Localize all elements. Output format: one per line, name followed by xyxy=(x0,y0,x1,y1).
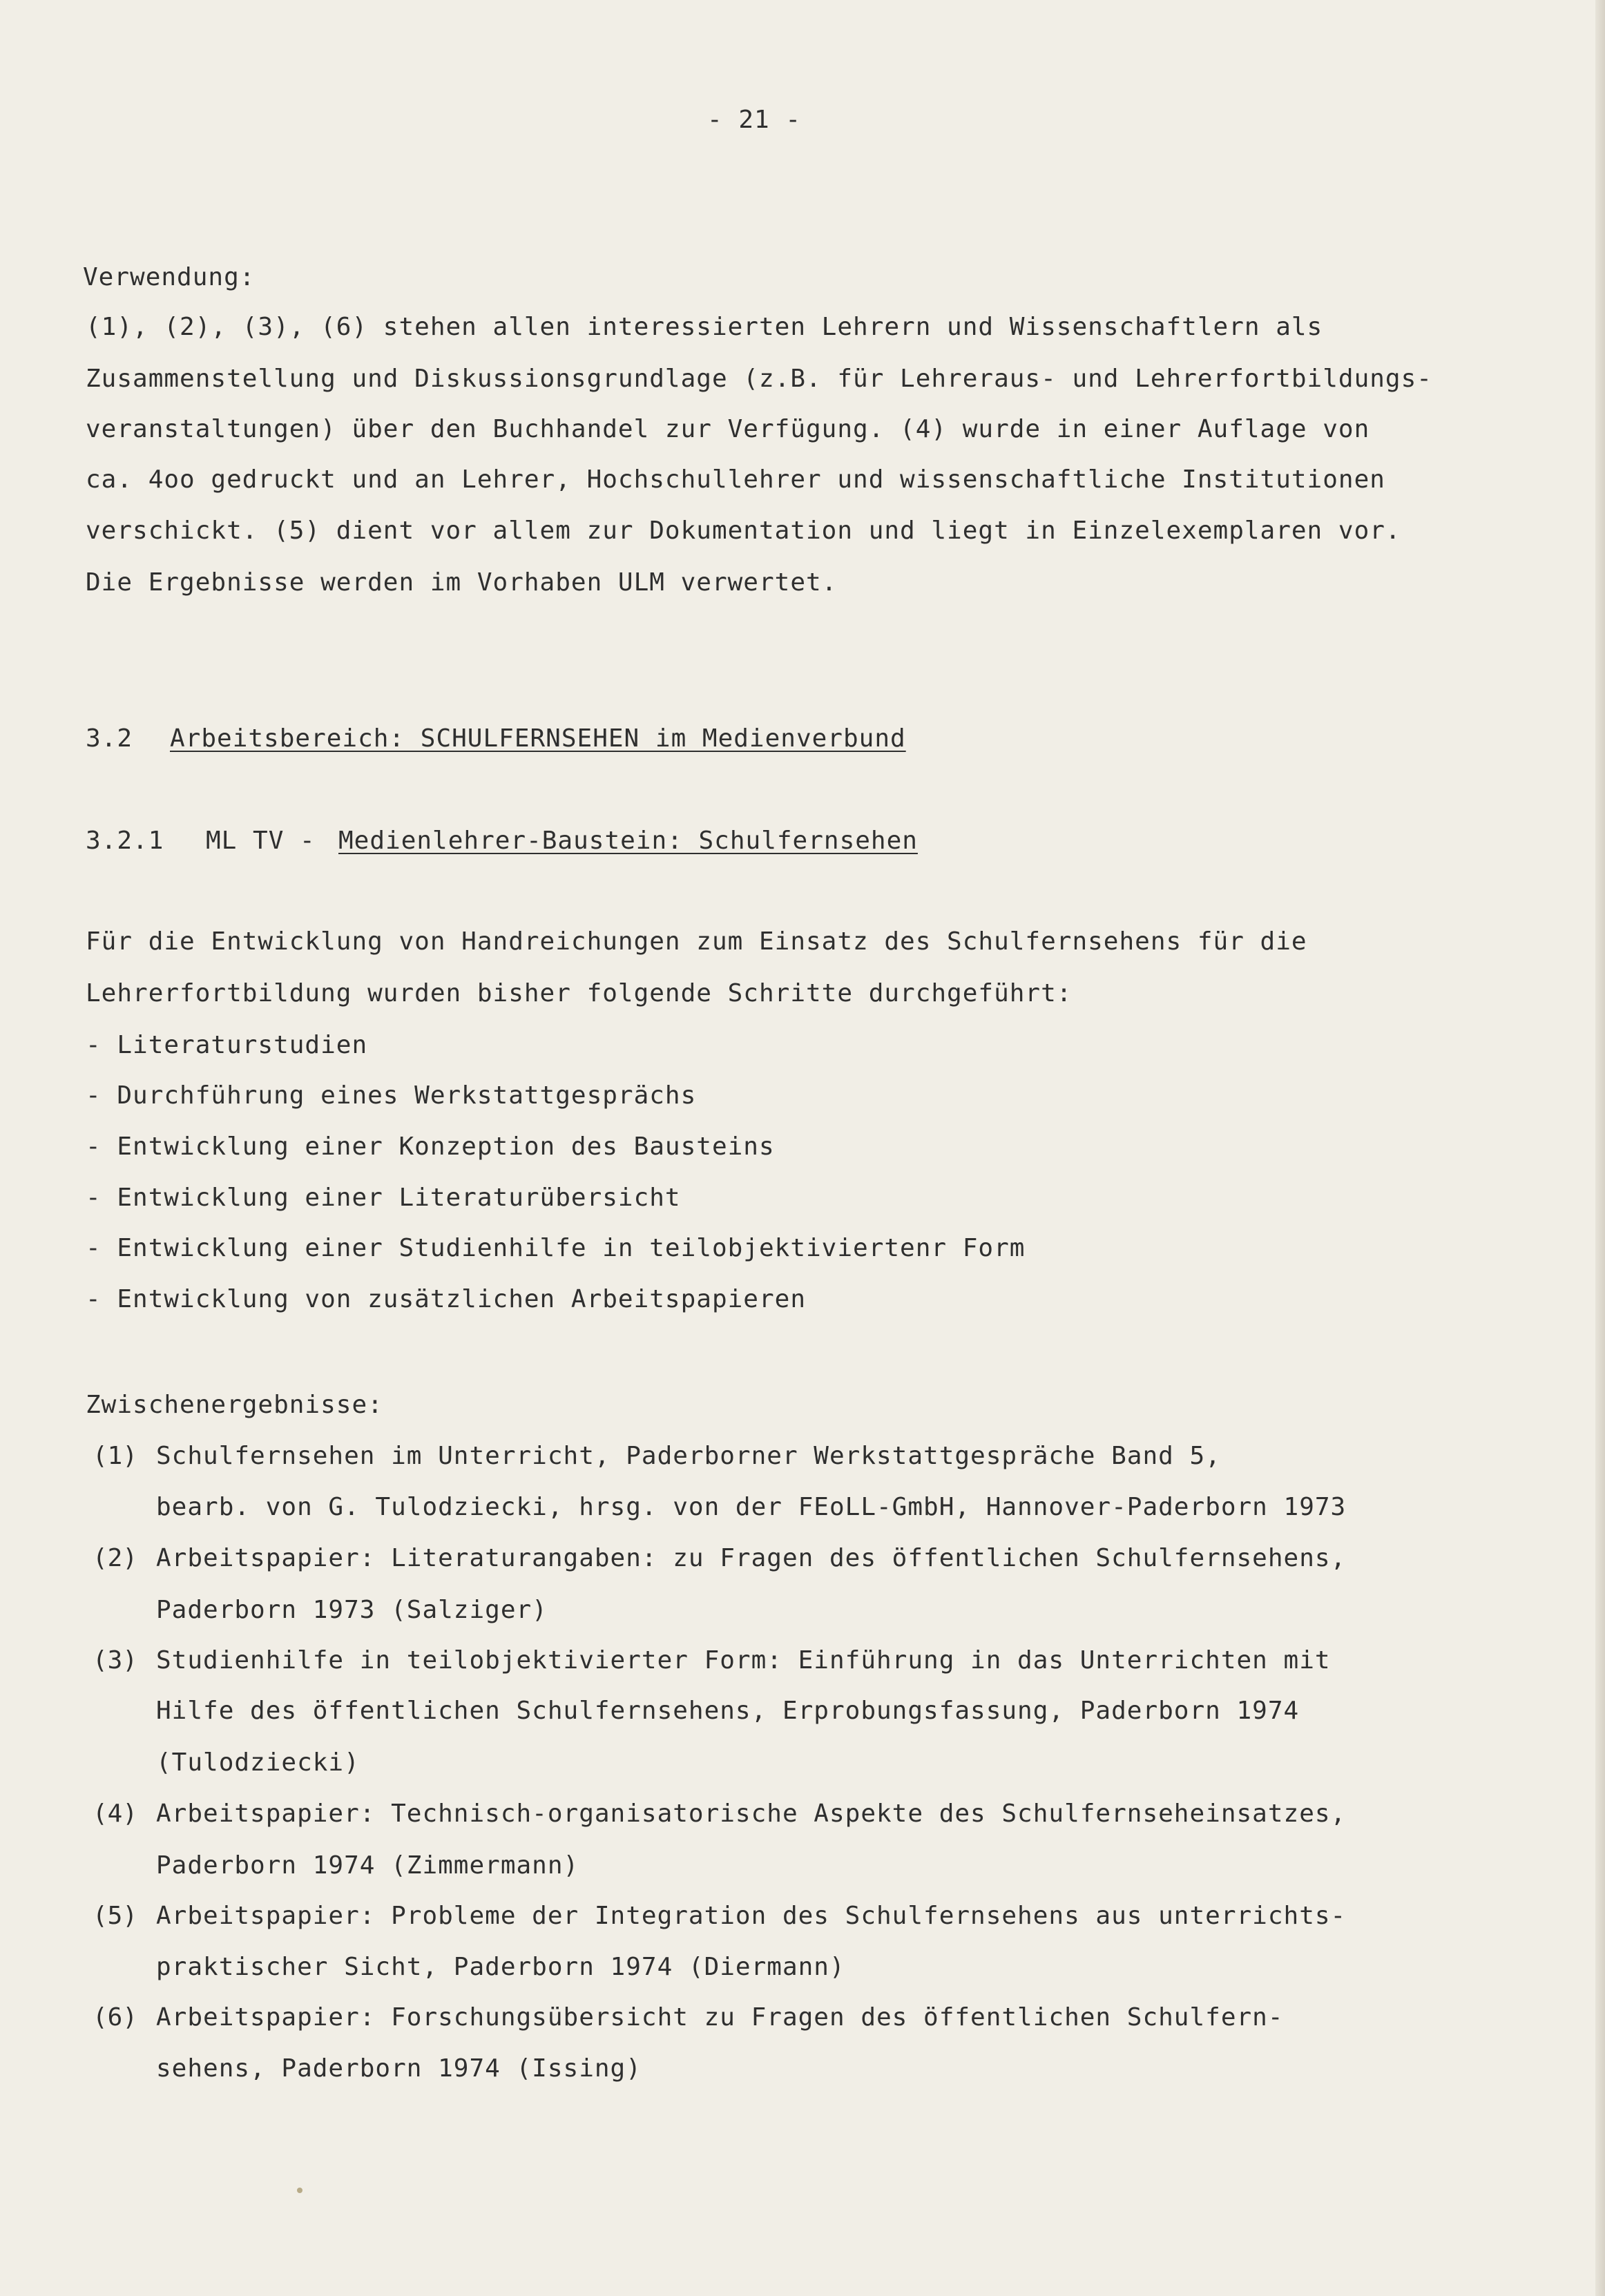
result-number: (4) xyxy=(93,1800,138,1828)
verwendung-line: veranstaltungen) über den Buchhandel zur Verfügung. (4) wurde in einer Auflage von xyxy=(86,415,1370,443)
section-3-2-number: 3.2 xyxy=(86,724,133,753)
result-line: Arbeitspapier: Forschungsübersicht zu Fragen des öffentlichen Schulfern- xyxy=(156,2003,1284,2032)
verwendung-line: Zusammenstellung und Diskussionsgrundlage (z.B. für Lehreraus- und Lehrerfortbildungs- xyxy=(86,365,1432,393)
verwendung-heading: Verwendung: xyxy=(83,263,256,291)
step-item: - Entwicklung einer Studienhilfe in teilobjektiviertenr Form xyxy=(86,1234,1026,1262)
section-3-2-1-prefix: ML TV - xyxy=(206,827,316,855)
step-item: - Literaturstudien xyxy=(86,1031,368,1059)
result-line: Schulfernsehen im Unterricht, Paderborner Werkstattgespräche Band 5, xyxy=(156,1442,1221,1470)
intro-line: Lehrerfortbildung wurden bisher folgende Schritte durchgeführt: xyxy=(86,979,1073,1007)
step-item: - Entwicklung von zusätzlichen Arbeitspapieren xyxy=(86,1285,806,1313)
result-number: (3) xyxy=(93,1646,138,1675)
verwendung-line: ca. 4oo gedruckt und an Lehrer, Hochschullehrer und wissenschaftliche Institutionen xyxy=(86,465,1385,494)
page-number: - 21 - xyxy=(707,106,802,134)
result-line: bearb. von G. Tulodziecki, hrsg. von der FEoLL-GmbH, Hannover-Paderborn 1973 xyxy=(156,1493,1347,1521)
result-line: Arbeitspapier: Probleme der Integration des Schulfernsehens aus unterrichts- xyxy=(156,1902,1347,1930)
result-number: (1) xyxy=(93,1442,138,1470)
step-item: - Entwicklung einer Konzeption des Bausteins xyxy=(86,1132,775,1161)
result-line: praktischer Sicht, Paderborn 1974 (Diermann) xyxy=(156,1953,845,1981)
section-3-2-1-title: Medienlehrer-Baustein: Schulfernsehen xyxy=(338,827,918,855)
zwischenergebnisse-heading: Zwischenergebnisse: xyxy=(86,1391,383,1419)
result-line: sehens, Paderborn 1974 (Issing) xyxy=(156,2054,642,2083)
result-line: Paderborn 1974 (Zimmermann) xyxy=(156,1851,579,1880)
result-line: Hilfe des öffentlichen Schulfernsehens, Erprobungsfassung, Paderborn 1974 xyxy=(156,1697,1300,1725)
step-item: - Durchführung eines Werkstattgesprächs xyxy=(86,1081,697,1110)
verwendung-line: (1), (2), (3), (6) stehen allen interessierten Lehrern und Wissenschaftlern als xyxy=(86,313,1323,341)
section-3-2-title: Arbeitsbereich: SCHULFERNSEHEN im Medienverbund xyxy=(170,724,906,753)
result-line: (Tulodziecki) xyxy=(156,1748,360,1777)
result-line: Arbeitspapier: Literaturangaben: zu Fragen des öffentlichen Schulfernsehens, xyxy=(156,1544,1347,1572)
verwendung-line: Die Ergebnisse werden im Vorhaben ULM verwertet. xyxy=(86,568,838,597)
result-line: Paderborn 1973 (Salziger) xyxy=(156,1596,548,1624)
result-number: (6) xyxy=(93,2003,138,2032)
step-item: - Entwicklung einer Literaturübersicht xyxy=(86,1184,681,1212)
section-3-2-1-number: 3.2.1 xyxy=(86,827,164,855)
result-line: Studienhilfe in teilobjektivierter Form: Einführung in das Unterrichten mit xyxy=(156,1646,1331,1675)
result-number: (2) xyxy=(93,1544,138,1572)
result-line: Arbeitspapier: Technisch-organisatorische Aspekte des Schulfernseheinsatzes, xyxy=(156,1800,1347,1828)
intro-line: Für die Entwicklung von Handreichungen zum Einsatz des Schulfernsehens für die xyxy=(86,927,1307,956)
ink-speck xyxy=(297,2188,302,2193)
page-edge xyxy=(1595,0,1605,2296)
result-number: (5) xyxy=(93,1902,138,1930)
verwendung-line: verschickt. (5) dient vor allem zur Dokumentation und liegt in Einzelexemplaren vor. xyxy=(86,517,1401,545)
